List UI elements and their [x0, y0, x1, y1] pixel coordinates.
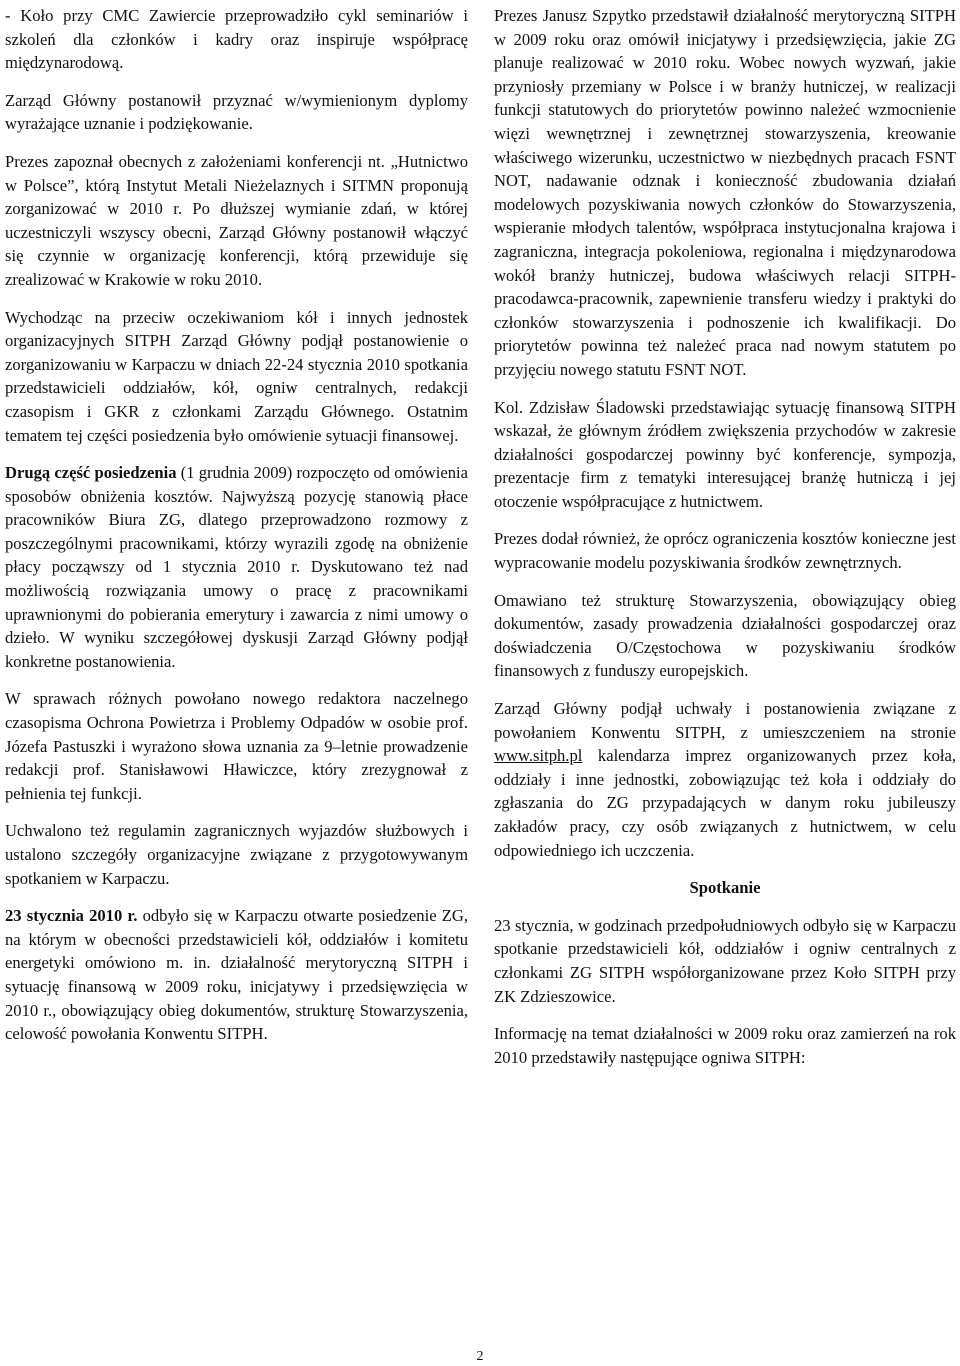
left-column — [5, 4, 468, 1060]
paragraph-regulations: Uchwalono też regulamin zagranicznych wyjazdów służbowych i ustalono szczegóły organizacyjne związane z przygotowywanym spotkaniem w Karpaczu. — [5, 821, 468, 888]
paragraph-resolutions — [494, 697, 956, 862]
paragraph-president-report: Prezes Janusz Szpytko przedstawił działalność merytoryczną SITPH w 2009 roku oraz omówił inicjatywy i przedsięwzięcia, jakie ZG planuje realizować w 2010 roku. Wobec nowych wyzwań, jakie przyniosły przemiany w Polsce i w branży hutniczej, w realizacji funkcji statutowych do priorytetów powinno należeć wzmocnienie więzi wewnętrznej i zewnętrznej stowarzyszenia, kreowanie właściwego wizerunku, uczestnictwo w niezbędnych pracach FSNT NOT, nadawanie odznak i konieczność zbudowania działań modelowych pozyskiwania nowych członków do Stowarzyszenia, wspieranie młodych talentów, współpraca instytucjonalna krajowa i zagraniczna, integracja pokoleniowa, regionalna i międzynarodowa wokół branży hutniczej, budowa właściwych relacji SITPH-pracodawca-pracownik, zapewnienie transferu wiedzy i praktyki do członków stowarzyszenia i podnoszenie ich kwalifikacji. Do priorytetów powinna też należeć praca nad nowym statutem po przyjęciu nowego statutu FSNT NOT. — [494, 6, 956, 379]
paragraph-structure: Omawiano też strukturę Stowarzyszenia, obowiązujący obieg dokumentów, zasady prowadzenia działalności gospodarczej oraz doświadczenia O/Częstochowa w pozyskiwaniu środków finansowych z funduszy europejskich. — [494, 590, 956, 681]
paragraph-zawiercie: - Koło przy CMC Zawiercie przeprowadziło cykl seminariów i szkoleń dla członków i kadry oraz inspiruje współpracę międzynarodową. — [5, 6, 468, 73]
page-number: 2 — [476, 1349, 484, 1364]
paragraph-new-editor: W sprawach różnych powołano nowego redaktora naczelnego czasopisma Ochrona Powietrza i Problemy Odpadów w osobie prof. Józefa Pastuszki i wyrażono słowa uznania za 9–letnie prowadzenie redakcji prof. Stanisławowi Hławiczce, który zrezygnował z pełnienia tej funkcji. — [5, 689, 468, 803]
jan-23-lead: 23 stycznia 2010 r. — [5, 906, 138, 926]
paragraph-jan-23 — [5, 904, 468, 1046]
resolutions-text-a: Zarząd Główny podjął uchwały i postanowienia związane z powołaniem Konwentu SITPH, z umieszczeniem na stronie — [494, 699, 956, 742]
right-column — [494, 4, 956, 1083]
paragraph-conference: Prezes zapoznał obecnych z założeniami konferencji nt. „Hutnictwo w Polsce”, którą Instytut Metali Nieżelaznych i SITMN proponują zorganizować w 2010 r. Po dłuższej wymianie zdań, w której uczestniczyli wszyscy obecni, Zarząd Główny postanowił włączyć się czynnie w organizację konferencji, którą przewiduje się zrealizować w Krakowie w roku 2010. — [5, 151, 468, 289]
paragraph-karpacz-meeting: Wychodząc na przeciw oczekiwaniom kół i innych jednostek organizacyjnych SITPH Zarząd Główny podjął postanowienie o zorganizowaniu w Karpaczu w dniach 22-24 stycznia 2010 spotkania przedstawicieli oddziałów, kół, ogniw centralnych, redakcji czasopism i GKR z członkami Zarządu Głównego. Ostatnim tematem tej części posiedzenia było omówienie sytuacji finansowej. — [5, 307, 468, 445]
jan-23-text: odbyło się w Karpaczu otwarte posiedzenie ZG, na którym w obecności przedstawicieli kół, oddziałów i komitetu energetyki omówiono m. in. działalność merytoryczną SITPH i sytuację finansową w 2009 roku, inicjatywy i przedsięwzięcia w 2010 r., obowiązujący obieg dokumentów, strukturę Stowarzyszenia, celowość powołania Konwentu SITPH. — [5, 906, 468, 1044]
paragraph-diplomas: Zarząd Główny postanowił przyznać w/wymienionym dyplomy wyrażające uznanie i podziękowanie. — [5, 90, 468, 134]
section-heading-spotkanie: Spotkanie — [689, 878, 761, 898]
second-part-text: (1 grudnia 2009) rozpoczęto od omówienia sposobów obniżenia kosztów. Najwyższą pozycję stanowią płace pracowników Biura ZG, dlatego przeprowadzono rozmowy z poszczególnymi pracownikami, którzy wyrazili zgodę na obniżenie płacy począwszy od 1 stycznia 2010 r. Dyskutowano też nad możliwością rozwiązania umowy o pracę z pracownikami uprawnionymi do pobierania emerytury i zawarcia z nimi umowy o dzieło. W wyniku szczegółowej dyskusji Zarząd Główny podjął konkretne postanowienia. — [5, 463, 468, 671]
resolutions-text-b: kalendarza imprez organizowanych przez koła, oddziały i inne jednostki, zobowiązując też koła i oddziały do zgłaszania do ZG przypadających w danym roku jubileuszy zakładów pracy, czy osób związanych z hutnictwem, w celu odpowiedniego ich uczczenia. — [494, 746, 956, 860]
paragraph-external-funds: Prezes dodał również, że oprócz ograniczenia kosztów konieczne jest wypracowanie modelu pozyskiwania środków zewnętrznych. — [494, 529, 956, 573]
paragraph-information: Informację na temat działalności w 2009 roku oraz zamierzeń na rok 2010 przedstawiły następujące ogniwa SITPH: — [494, 1024, 956, 1067]
paragraph-finances: Kol. Zdzisław Śladowski przedstawiając sytuację finansową SITPH wskazał, że głównym źródłem zwiększenia przychodów w zakresie działalności gospodarczej powinny być konferencje, sympozja, prezentacje firm z tematyki interesującej branżę hutniczą i jej otoczenie współpracujące z hutnictwem. — [494, 397, 956, 511]
paragraph-meeting: 23 stycznia, w godzinach przedpołudniowych odbyło się w Karpaczu spotkanie przedstawicieli kół, oddziałów i ogniw centralnych z członkami ZG SITPH współorganizowane przez Koło SITPH przy ZK Zdzieszowice. — [494, 915, 956, 1006]
second-part-lead: Drugą część posiedzenia — [5, 463, 177, 483]
sitph-link[interactable]: www.sitph.pl — [494, 746, 583, 766]
paragraph-second-part — [5, 461, 468, 673]
